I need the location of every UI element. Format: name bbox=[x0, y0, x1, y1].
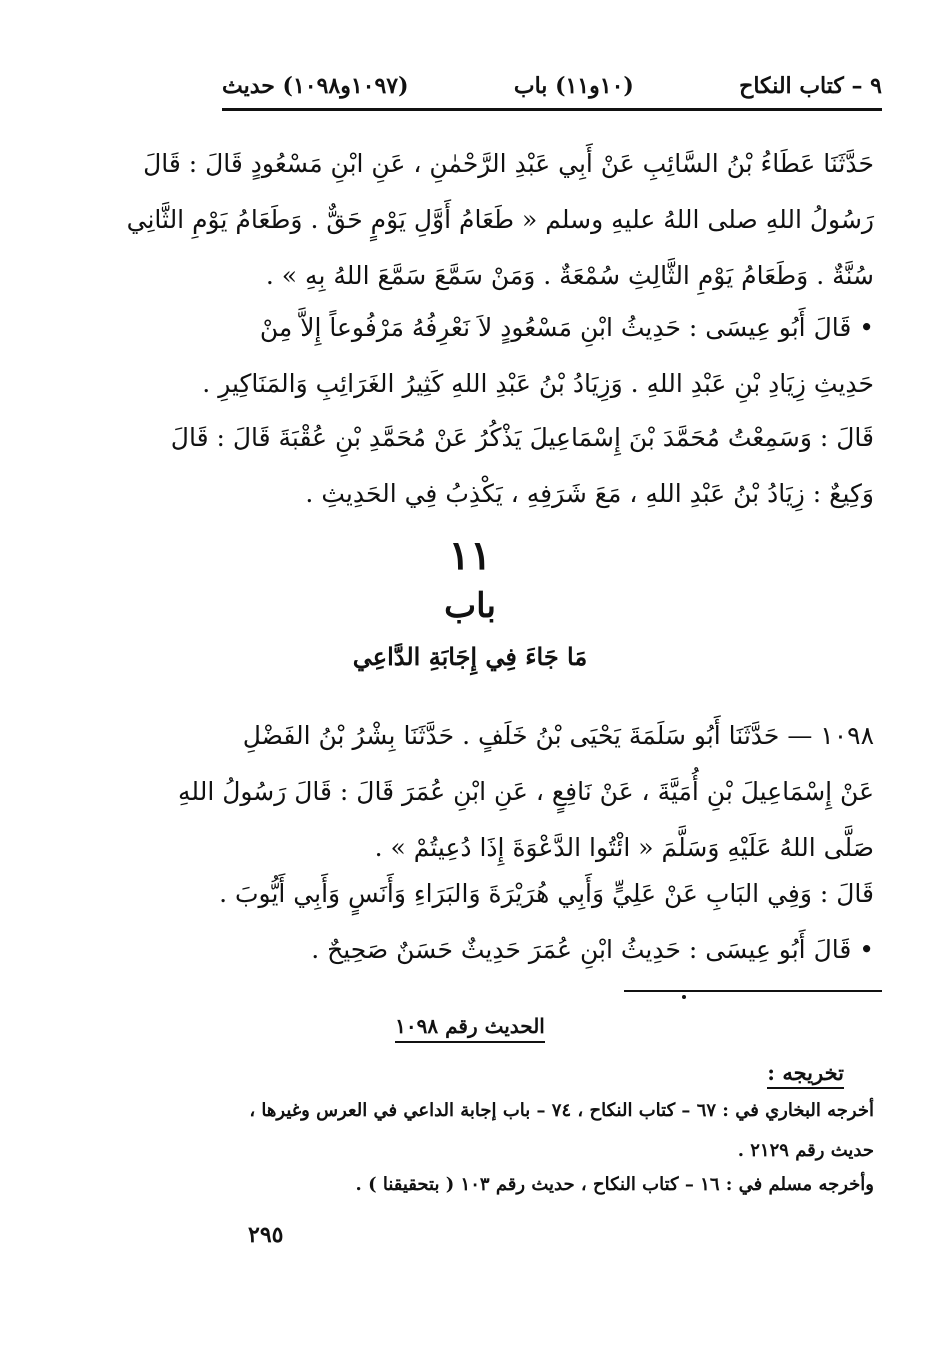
page-number: ٢٩٥ bbox=[248, 1222, 284, 1248]
text-line: قَالَ : وَسَمِعْتُ مُحَمَّدَ بْنَ إِسْمَاعِيلَ يَذْكُرُ عَنْ مُحَمَّدِ بْنِ عُقْبَةَ قَالَ : قَالَ bbox=[170, 423, 874, 452]
footnote-separator bbox=[624, 990, 882, 992]
text-line: • قَالَ أَبُو عِيسَى : حَدِيثُ ابْنِ عُمَرَ حَدِيثٌ حَسَنٌ صَحِيحٌ . bbox=[311, 935, 874, 964]
text-line: عَنْ إِسْمَاعِيلَ بْنِ أُمَيَّةَ ، عَنْ نَافِعٍ ، عَنِ ابْنِ عُمَرَ قَالَ : قَالَ رَسُولُ اللهِ bbox=[178, 777, 874, 806]
footnote-line: أخرجه البخاري في : ٦٧ – كتاب النكاح ، ٧٤ – باب إجابة الداعي في العرس وغيرها ، bbox=[249, 1100, 874, 1121]
header-hadiths: (١٠٩٧و١٠٩٨) حديث bbox=[222, 73, 409, 99]
running-header bbox=[222, 66, 882, 106]
text-line: • قَالَ أَبُو عِيسَى : حَدِيثُ ابْنِ مَسْعُودٍ لاَ نَعْرِفُهُ مَرْفُوعاً إِلاَّ مِنْ bbox=[259, 313, 874, 342]
abu-isa-comment-1 bbox=[202, 300, 874, 412]
header-book: ٩ – كتاب النكاح bbox=[739, 73, 882, 99]
text-line: رَسُولُ اللهِ صلى اللهُ عليهِ وسلم « طَعَامُ أَوَّلِ يَوْمٍ حَقٌّ . وَطَعَامُ يَوْمِ الثَّانِي bbox=[126, 205, 874, 234]
text-line: سُنَّةٌ . وَطَعَامُ يَوْمِ الثَّالِثِ سُمْعَةٌ . وَمَنْ سَمَّعَ سَمَّعَ اللهُ بِهِ » . bbox=[265, 261, 874, 290]
text-line: قَالَ : وَفِي البَابِ عَنْ عَلِيٍّ وَأَبِي هُرَيْرَةَ وَالبَرَاءِ وَأَنَسٍ وَأَبِي أَيُّوبَ . bbox=[219, 879, 874, 908]
separator-dot bbox=[682, 995, 686, 999]
chapter-title: مَا جَاءَ فِي إِجَابَةِ الدَّاعِي bbox=[352, 642, 588, 671]
abu-isa-grading bbox=[216, 922, 874, 978]
takhrij-heading: تخريجه : bbox=[767, 1060, 844, 1089]
hadith-ref-label: الحديث رقم ١٠٩٨ bbox=[395, 1014, 545, 1043]
text-line: حَدِيثِ زِيَادِ بْنِ عَبْدِ اللهِ . وَزِيَادُ بْنُ عَبْدِ اللهِ كَثِيرُ الغَرَائِبِ وَالمَنَاكِيرِ . bbox=[202, 369, 874, 398]
chapter-number: ١١ bbox=[448, 532, 492, 579]
text-line: حَدَّثَنَا عَطَاءُ بْنُ السَّائِبِ عَنْ أَبِي عَبْدِ الرَّحْمٰنِ ، عَنِ ابْنِ مَسْعُودٍ قَالَ : قَالَ bbox=[143, 149, 874, 178]
waki-comment bbox=[170, 410, 874, 522]
hadith-1097-continuation bbox=[126, 136, 874, 304]
text-line: ١٠٩٨ — حَدَّثَنَا أَبُو سَلَمَةَ يَحْيَى بْنُ خَلَفٍ . حَدَّثَنَا بِشْرُ بْنُ الفَضْلِ bbox=[242, 721, 874, 750]
chapter-label: باب bbox=[444, 586, 496, 626]
footnote-line: حديث رقم ٢١٢٩ . bbox=[737, 1140, 874, 1161]
text-line: وَكِيعٌ : زِيَادُ بْنُ عَبْدِ اللهِ ، مَعَ شَرَفِهِ ، يَكْذِبُ فِي الحَدِيثِ . bbox=[305, 479, 874, 508]
footnote-line: وأخرجه مسلم في : ١٦ – كتاب النكاح ، حديث رقم ١٠٣ ( بتحقيقنا ) . bbox=[355, 1174, 874, 1195]
text-line: صَلَّى اللهُ عَلَيْهِ وَسَلَّمَ « ائْتُوا الدَّعْوَةَ إِذَا دُعِيتُمْ » . bbox=[374, 833, 874, 862]
hadith-1098 bbox=[178, 708, 874, 876]
footnote-hadith-ref bbox=[0, 1014, 940, 1038]
header-chapters: (١٠و١١) باب bbox=[513, 73, 634, 99]
header-rule bbox=[222, 108, 882, 111]
chapter-references bbox=[216, 866, 874, 922]
